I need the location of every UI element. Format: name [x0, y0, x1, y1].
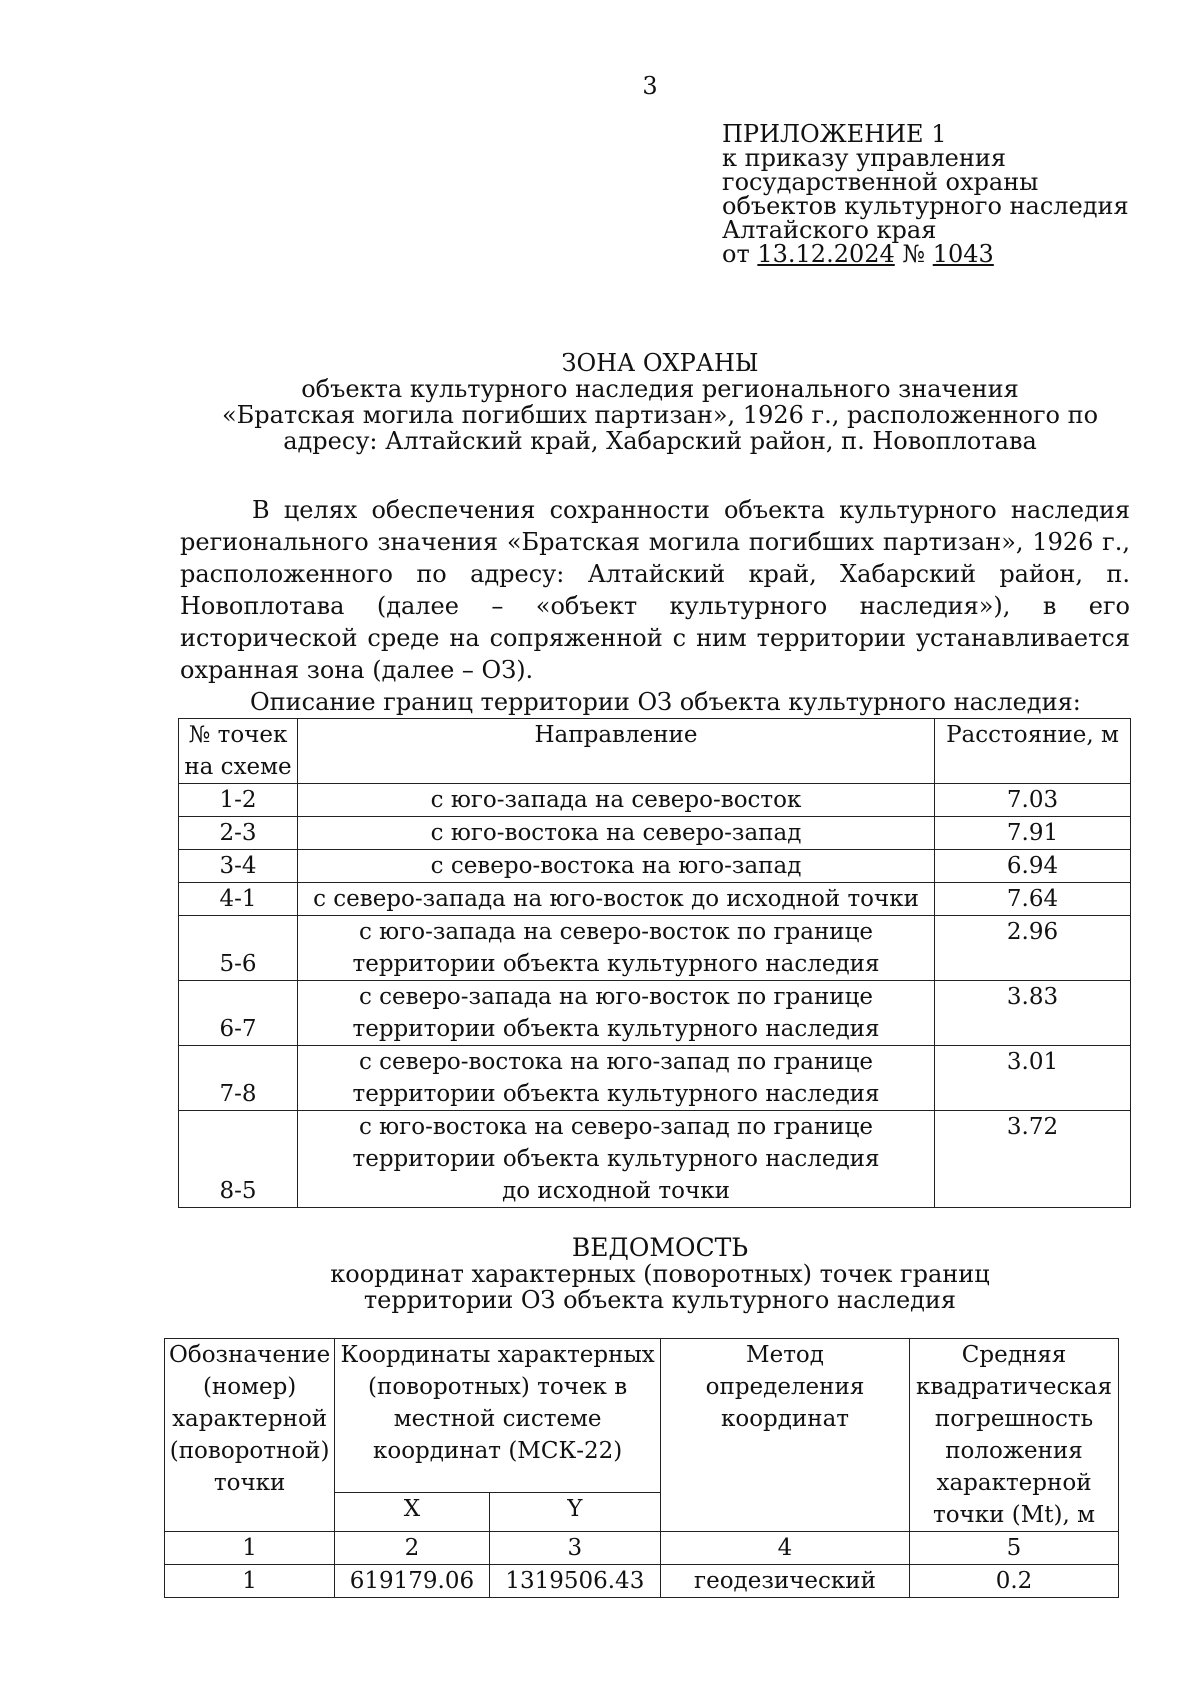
boundary-table-caption: Описание границ территории ОЗ объекта культурного наследия:	[250, 688, 1081, 716]
table-row	[179, 850, 1131, 883]
row-points: 2-3	[179, 817, 298, 850]
row-x: 619179.06	[335, 1565, 489, 1598]
page-number: 3	[642, 72, 658, 100]
heading-line: объекта культурного наследия регионального значения	[301, 375, 1019, 403]
header-y: Y	[489, 1492, 660, 1531]
row-distance: 3.83	[935, 981, 1131, 1046]
row-points: 7-8	[179, 1046, 298, 1111]
order-date: 13.12.2024	[757, 240, 895, 268]
header-coordinates: Координаты характерных (поворотных) точек в местной системе координат (МСК-22)	[335, 1339, 661, 1493]
row-distance: 7.91	[935, 817, 1131, 850]
header-direction: Направление	[298, 719, 935, 784]
heading-line: «Братская могила погибших партизан», 1926 г., расположенного по	[221, 401, 1099, 429]
row-points: 3-4	[179, 850, 298, 883]
statement-line: территории ОЗ объекта культурного наследия	[363, 1286, 957, 1314]
document-heading	[180, 350, 1140, 454]
column-number: 3	[489, 1532, 660, 1565]
row-points: 1-2	[179, 784, 298, 817]
row-point: 1	[165, 1565, 335, 1598]
column-number: 1	[165, 1532, 335, 1565]
table-row	[179, 1111, 1131, 1208]
appendix-line: Алтайского края	[722, 216, 937, 244]
row-direction: с северо-запада на юго-восток по границе территории объекта культурного наследия	[298, 981, 935, 1046]
row-distance: 7.03	[935, 784, 1131, 817]
coordinates-table	[164, 1338, 1119, 1598]
order-number: 1043	[932, 240, 994, 268]
heading-line: адресу: Алтайский край, Хабарский район, п. Новоплотава	[283, 427, 1037, 455]
header-x: X	[335, 1492, 489, 1531]
row-direction: с юго-запада на северо-восток по границе территории объекта культурного наследия	[298, 916, 935, 981]
row-distance: 3.01	[935, 1046, 1131, 1111]
statement-heading	[160, 1235, 1160, 1313]
appendix-block	[722, 122, 1129, 266]
heading-title: ЗОНА ОХРАНЫ	[561, 349, 759, 377]
table-header-row	[179, 719, 1131, 784]
appendix-title: ПРИЛОЖЕНИЕ 1	[722, 120, 947, 148]
appendix-date-line	[722, 242, 1129, 266]
table-row	[179, 883, 1131, 916]
row-points: 5-6	[179, 916, 298, 981]
column-number: 5	[910, 1532, 1119, 1565]
row-direction: с юго-востока на северо-запад по границе территории объекта культурного наследия до исходной точки	[298, 1111, 935, 1208]
row-direction: с юго-запада на северо-восток	[298, 784, 935, 817]
table-header-row	[165, 1339, 1119, 1493]
row-distance: 3.72	[935, 1111, 1131, 1208]
column-number: 4	[661, 1532, 910, 1565]
table-row	[179, 817, 1131, 850]
appendix-line: к приказу управления	[722, 144, 1007, 172]
row-points: 8-5	[179, 1111, 298, 1208]
boundary-table	[178, 718, 1131, 1208]
row-distance: 7.64	[935, 883, 1131, 916]
column-number: 2	[335, 1532, 489, 1565]
intro-paragraph: В целях обеспечения сохранности объекта культурного наследия регионального значения «Братская могила погибших партизан», 1926 г., расположенного по адресу: Алтайский край, Хабарский район, п. Новоплотава (далее – «объект культурного наследия»), в его исторической среде на сопряженной с ним территории устанавливается охранная зона (далее – ОЗ).	[180, 496, 1130, 684]
row-distance: 2.96	[935, 916, 1131, 981]
row-direction: с северо-востока на юго-запад по границе территории объекта культурного наследия	[298, 1046, 935, 1111]
row-direction: с северо-востока на юго-запад	[298, 850, 935, 883]
header-method: Метод определения координат	[661, 1339, 910, 1532]
row-points: 4-1	[179, 883, 298, 916]
column-number-row	[165, 1532, 1119, 1565]
row-error: 0.2	[910, 1565, 1119, 1598]
statement-line: координат характерных (поворотных) точек границ	[330, 1260, 990, 1288]
row-distance: 6.94	[935, 850, 1131, 883]
header-error: Средняя квадратическая погрешность положения характерной точки (Mt), м	[910, 1339, 1119, 1532]
row-direction: с северо-запада на юго-восток до исходной точки	[298, 883, 935, 916]
header-distance: Расстояние, м	[935, 719, 1131, 784]
header-points: № точек на схеме	[179, 719, 298, 784]
table-row	[165, 1565, 1119, 1598]
table-row	[179, 1046, 1131, 1111]
date-prefix: от	[722, 240, 758, 268]
row-method: геодезический	[661, 1565, 910, 1598]
row-points: 6-7	[179, 981, 298, 1046]
table-row	[179, 916, 1131, 981]
statement-title: ВЕДОМОСТЬ	[571, 1233, 749, 1262]
appendix-line: объектов культурного наследия	[722, 192, 1129, 220]
number-sign: №	[894, 240, 933, 268]
table-row	[179, 784, 1131, 817]
header-designation: Обозначение (номер) характерной (поворотной) точки	[165, 1339, 335, 1532]
appendix-line: государственной охраны	[722, 168, 1039, 196]
table-row	[179, 981, 1131, 1046]
row-direction: с юго-востока на северо-запад	[298, 817, 935, 850]
row-y: 1319506.43	[489, 1565, 660, 1598]
